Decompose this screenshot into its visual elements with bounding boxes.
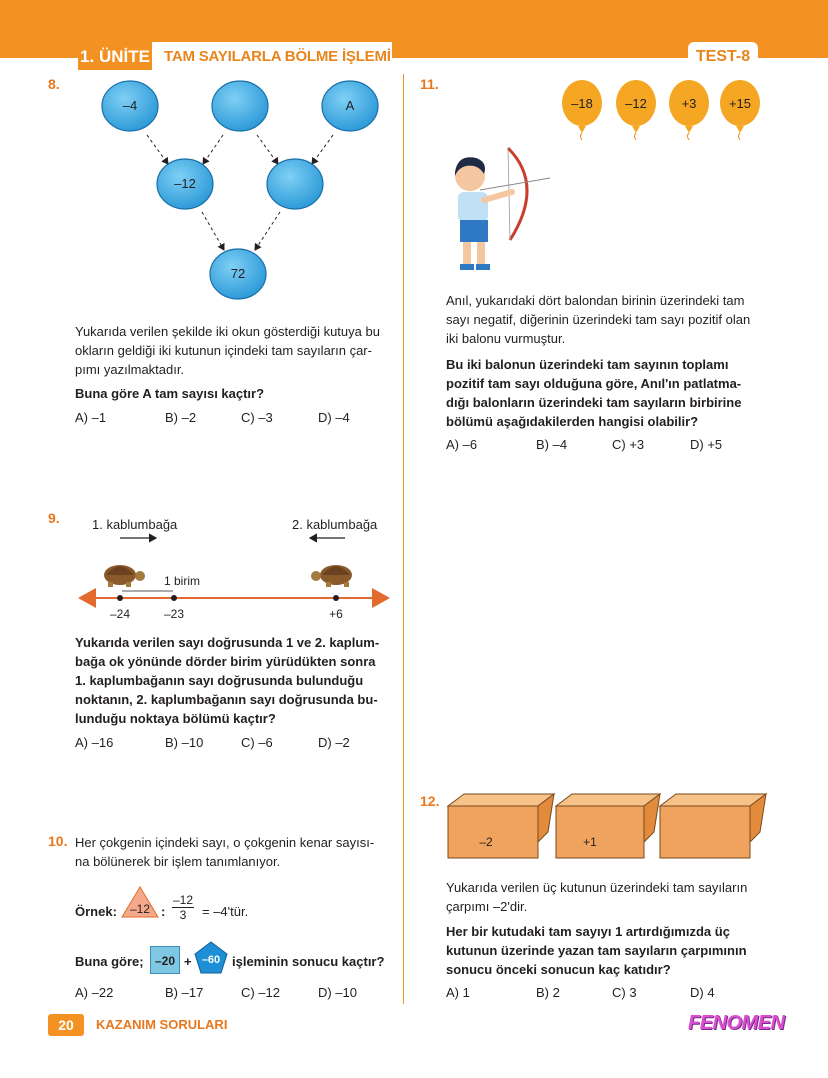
q9-question-line3: 1. kaplumbağanın sayı doğrusunda bulunduğu bbox=[75, 673, 364, 688]
q11-number: 11. bbox=[420, 76, 439, 92]
q9-tick-dot bbox=[117, 595, 123, 601]
q9-number: 9. bbox=[48, 510, 60, 526]
balloon-2 bbox=[616, 80, 656, 140]
page-title: TAM SAYILARLA BÖLME İŞLEMİ bbox=[152, 42, 392, 70]
balloon-3 bbox=[669, 80, 709, 140]
brand-logo: FENOMEN bbox=[688, 1012, 785, 1034]
q12-boxes bbox=[444, 792, 770, 864]
q8-circle-mid-right bbox=[267, 159, 323, 209]
page-number: 20 bbox=[48, 1014, 84, 1036]
q9-tick-dot bbox=[333, 595, 339, 601]
q12-option-b[interactable]: B) 2 bbox=[536, 985, 560, 1000]
q9-turtle1-label: 1. kablumbağa bbox=[92, 517, 178, 532]
q10-option-b[interactable]: B) –17 bbox=[165, 985, 204, 1000]
footer-section: KAZANIM SORULARI bbox=[96, 1017, 228, 1032]
balloon-4 bbox=[720, 80, 760, 140]
q8-circle-value: A bbox=[345, 98, 355, 113]
q11-option-b[interactable]: B) –4 bbox=[536, 437, 568, 452]
box-3 bbox=[660, 794, 766, 858]
q9-question-line1: Yukarıda verilen sayı doğrusunda 1 ve 2. kaplum- bbox=[75, 635, 380, 650]
box-2 bbox=[556, 794, 660, 858]
q10-text-line1: Her çokgenin içindeki sayı, o çokgenin kenar sayısı- bbox=[75, 835, 375, 850]
q9-question-line5: lunduğu noktaya bölümü kaçtır? bbox=[75, 711, 276, 726]
q9-tick-label: –23 bbox=[163, 607, 185, 621]
q8-circle-top-middle bbox=[212, 81, 268, 131]
pentagon-shape bbox=[194, 941, 228, 975]
column-divider bbox=[403, 74, 404, 1004]
turtle-right-icon bbox=[311, 565, 352, 587]
q9-option-b[interactable]: B) –10 bbox=[165, 735, 204, 750]
q9-tick-label: +6 bbox=[329, 607, 343, 621]
q10-example-result: = –4'tür. bbox=[202, 904, 249, 919]
q11-question-line1: Bu iki balonun üzerindeki tam sayının toplamı bbox=[446, 357, 729, 372]
q10-option-c[interactable]: C) –12 bbox=[241, 985, 281, 1000]
test-label: TEST-8 bbox=[688, 42, 758, 70]
q9-number-line bbox=[70, 528, 395, 623]
q11-balloons bbox=[558, 76, 768, 142]
box-value: +1 bbox=[583, 835, 597, 849]
q8-text-line1: Yukarıda verilen şekilde iki okun gösterdiği kutuya bu bbox=[75, 324, 380, 339]
q8-number: 8. bbox=[48, 76, 60, 92]
archer-boy-illustration bbox=[440, 140, 560, 278]
q8-option-a[interactable]: A) –1 bbox=[75, 410, 107, 425]
q12-option-d[interactable]: D) 4 bbox=[690, 985, 715, 1000]
q11-question-line3: dığı balonların üzerindeki tam sayıların birbirine bbox=[446, 395, 742, 410]
q9-tick-label: –24 bbox=[109, 607, 131, 621]
q10-plus: + bbox=[184, 954, 192, 969]
q8-circle-top-left bbox=[102, 81, 158, 131]
box-value: –2 bbox=[479, 835, 493, 849]
q11-option-d[interactable]: D) +5 bbox=[690, 437, 723, 452]
q8-option-b[interactable]: B) –2 bbox=[165, 410, 197, 425]
q8-diagram bbox=[90, 78, 400, 300]
q11-text-line1: Anıl, yukarıdaki dört balondan birinin üzerindeki tam bbox=[446, 293, 745, 308]
q10-fraction bbox=[172, 893, 194, 923]
q10-frac-denominator: 3 bbox=[179, 908, 187, 922]
q12-question-line2: kutunun üzerinde yazan tam sayıların çarpımının bbox=[446, 943, 747, 958]
unit-tab: 1. ÜNİTE bbox=[78, 42, 152, 70]
q8-circle-value: –12 bbox=[174, 176, 196, 191]
q12-option-c[interactable]: C) 3 bbox=[612, 985, 637, 1000]
q12-option-a[interactable]: A) 1 bbox=[446, 985, 470, 1000]
q8-circle-value: 72 bbox=[230, 266, 246, 281]
q9-turtle2-label: 2. kablumbağa bbox=[292, 517, 378, 532]
q9-option-d[interactable]: D) –2 bbox=[318, 735, 350, 750]
q9-option-a[interactable]: A) –16 bbox=[75, 735, 114, 750]
q9-unit-label: 1 birim bbox=[164, 574, 201, 588]
q9-question-line4: noktanın, 2. kaplumbağanın sayı doğrusunda bu- bbox=[75, 692, 378, 707]
box-1 bbox=[448, 794, 554, 858]
q11-option-c[interactable]: C) +3 bbox=[612, 437, 645, 452]
q11-option-a[interactable]: A) –6 bbox=[446, 437, 478, 452]
q11-question-line4: bölümü aşağıdakilerden hangisi olabilir? bbox=[446, 414, 699, 429]
q10-number: 10. bbox=[48, 833, 68, 849]
q8-text-line3: pımı yazılmaktadır. bbox=[75, 362, 185, 377]
q10-colon: : bbox=[161, 904, 166, 919]
balloon-value: –18 bbox=[571, 96, 593, 111]
q10-triangle-value: –12 bbox=[129, 902, 151, 916]
q12-number: 12. bbox=[420, 793, 440, 809]
q8-circle-mid-left bbox=[157, 159, 213, 209]
q11-text-line2: sayı negatif, diğerinin üzerindeki tam sayı pozitif olan bbox=[446, 312, 751, 327]
q8-circle-top-right bbox=[322, 81, 378, 131]
q9-option-c[interactable]: C) –6 bbox=[241, 735, 273, 750]
q10-question-suffix: işleminin sonucu kaçtır? bbox=[232, 954, 385, 969]
q10-question-prefix: Buna göre; bbox=[75, 954, 144, 969]
q12-question-line1: Her bir kutudaki tam sayıyı 1 artırdığımızda üç bbox=[446, 924, 730, 939]
q8-option-d[interactable]: D) –4 bbox=[318, 410, 350, 425]
q10-option-d[interactable]: D) –10 bbox=[318, 985, 358, 1000]
balloon-value: +15 bbox=[728, 96, 752, 111]
q12-question-line3: sonucu önceki sonucun kaç katıdır? bbox=[446, 962, 671, 977]
q8-circle-bottom bbox=[210, 249, 266, 299]
q10-pentagon-value: –60 bbox=[201, 954, 221, 966]
q8-circle-value: –4 bbox=[122, 98, 138, 113]
q10-option-a[interactable]: A) –22 bbox=[75, 985, 114, 1000]
q10-example-label: Örnek: bbox=[75, 904, 117, 919]
balloon-value: +3 bbox=[681, 96, 697, 111]
q10-frac-numerator: –12 bbox=[172, 893, 194, 907]
q10-square: –20 bbox=[150, 946, 180, 974]
q12-text-line2: çarpımı –2'dir. bbox=[446, 899, 528, 914]
q8-option-c[interactable]: C) –3 bbox=[241, 410, 273, 425]
q8-text-line2: okların geldiği iki kutunun içindeki tam sayıların çar- bbox=[75, 343, 372, 358]
q9-tick-dot bbox=[171, 595, 177, 601]
q9-question-line2: bağa ok yönünde dörder birim yürüdükten sonra bbox=[75, 654, 376, 669]
q12-text-line1: Yukarıda verilen üç kutunun üzerindeki tam sayıların bbox=[446, 880, 748, 895]
q11-question-line2: pozitif tam sayı olduğuna göre, Anıl'ın patlatma- bbox=[446, 376, 742, 391]
q8-question: Buna göre A tam sayısı kaçtır? bbox=[75, 386, 265, 401]
balloon-1 bbox=[562, 80, 602, 140]
turtle-left-icon bbox=[104, 565, 145, 587]
q10-text-line2: na bölünerek bir işlem tanımlanıyor. bbox=[75, 854, 281, 869]
triangle-shape bbox=[120, 885, 160, 919]
balloon-value: –12 bbox=[625, 96, 647, 111]
q11-text-line3: iki balonu vurmuştur. bbox=[446, 331, 566, 346]
